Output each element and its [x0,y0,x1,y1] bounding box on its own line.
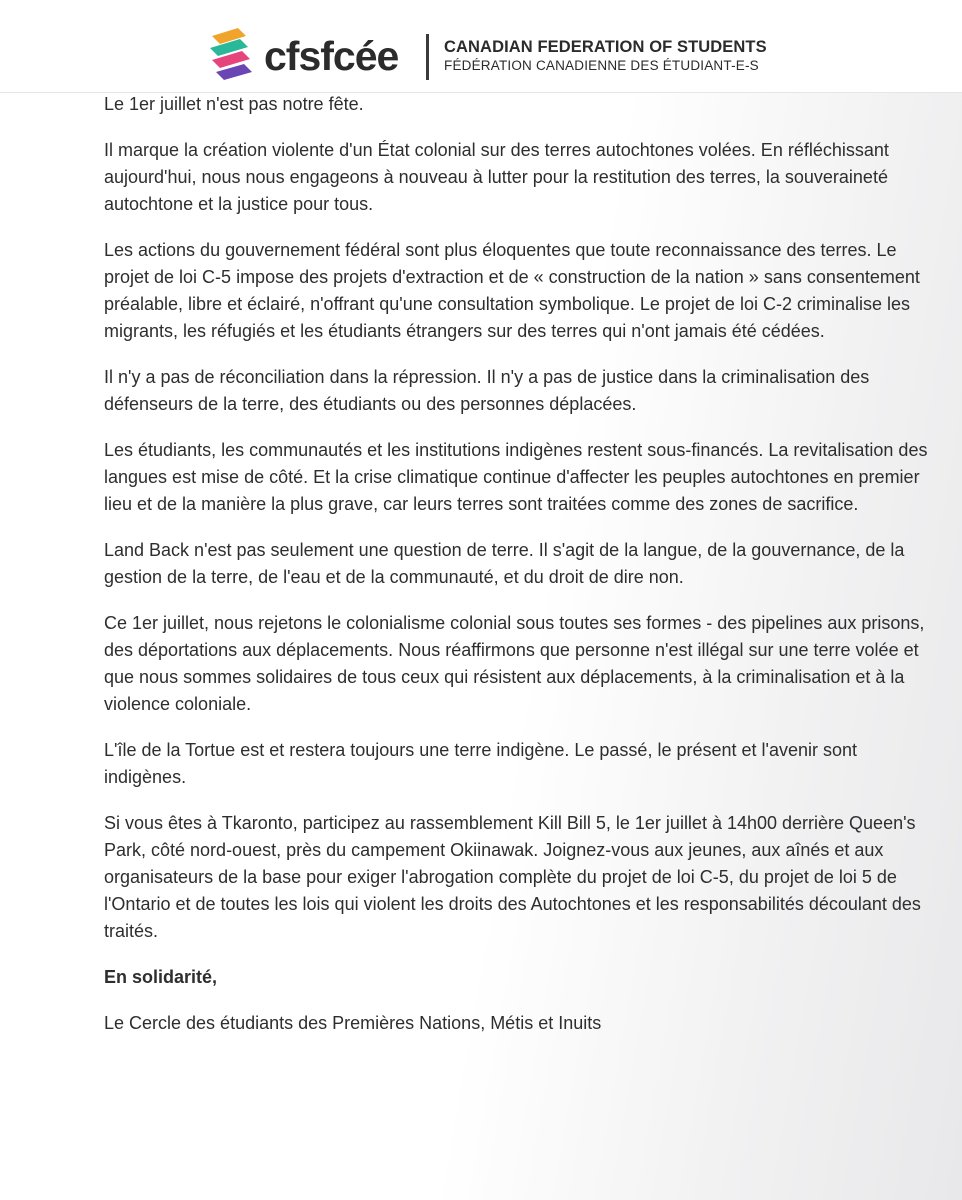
signature: Le Cercle des étudiants des Premières Nations, Métis et Inuits [104,1013,602,1033]
paragraph: Le 1er juillet n'est pas notre fête. [104,94,364,114]
cfs-logo-icon [208,26,258,86]
letterhead [0,0,962,93]
paragraph: Les actions du gouvernement fédéral sont plus éloquentes que toute reconnaissance des terres. Le projet de loi C-5 impose des projets d'extraction et de « construction de la nation » sans consentement préalable, libre et éclairé, n'offrant qu'une consultation symbolique. Le projet de loi C-2 criminalise les migrants, les réfugiés et les étudiants étrangers sur des terres qui n'ont jamais été cédées. [104,240,920,341]
closing-line: En solidarité, [104,967,218,987]
statement-body [104,92,934,1056]
paragraph: Si vous êtes à Tkaronto, participez au rassemblement Kill Bill 5, le 1er juillet à 14h00 derrière Queen's Park, côté nord-ouest, près du campement Okiinawak. Joignez-vous aux jeunes, aux aînés et aux organisateurs de la base pour exiger l'abrogation complète du projet de loi C-5, du projet de loi 5 de l'Ontario et de toutes les lois qui violent les droits des Autochtones et les responsabilités découlant des traités. [104,813,921,941]
paragraph: Il marque la création violente d'un État colonial sur des terres autochtones volées. En réfléchissant aujourd'hui, nous nous engageons à nouveau à lutter pour la restitution des terres, la souveraineté autochtone et la justice pour tous. [104,140,889,214]
paragraph: Ce 1er juillet, nous rejetons le colonialisme colonial sous toutes ses formes - des pipelines aux prisons, des déportations aux déplacements. Nous réaffirmons que personne n'est illégal sur une terre volée et que nous sommes solidaires de tous ceux qui résistent aux déplacements, à la criminalisation et à la violence coloniale. [104,613,925,714]
org-name-fr: FÉDÉRATION CANADIENNE DES ÉTUDIANT-E-S [444,58,759,73]
paragraph: Les étudiants, les communautés et les institutions indigènes restent sous-financés. La revitalisation des langues est mise de côté. Et la crise climatique continue d'affecter les peuples autochtones en premier lieu et de la manière la plus grave, car leurs terres sont traitées comme des zones de sacrifice. [104,440,928,514]
paragraph: Land Back n'est pas seulement une question de terre. Il s'agit de la langue, de la gouvernance, de la gestion de la terre, de l'eau et de la communauté, et du droit de dire non. [104,540,905,587]
logo-wordmark: cfsfcée [264,33,399,79]
org-name-en: CANADIAN FEDERATION OF STUDENTS [444,38,767,56]
paragraph: Il n'y a pas de réconciliation dans la répression. Il n'y a pas de justice dans la criminalisation des défenseurs de la terre, des étudiants ou des personnes déplacées. [104,367,870,414]
header-divider [426,34,429,80]
paragraph: L'île de la Tortue est et restera toujours une terre indigène. Le passé, le présent et l'avenir sont indigènes. [104,740,857,787]
